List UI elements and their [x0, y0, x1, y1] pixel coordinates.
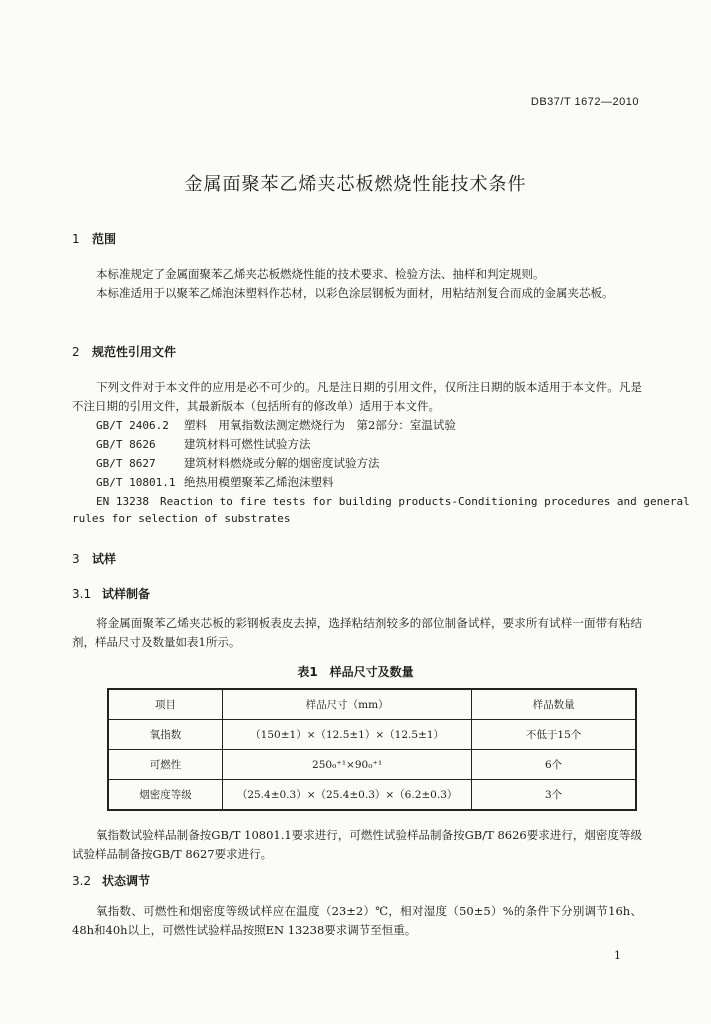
reference-title: 塑料 用氧指数法测定燃烧行为 第2部分：室温试验	[184, 418, 456, 432]
sample-prep-paragraph: 将金属面聚苯乙烯夹芯板的彩钢板表皮去掉，选择粘结剂较多的部位制备试样，要求所有试样一面带有粘结剂，样品尺寸及数量如表1所示。	[72, 616, 642, 649]
table-cell: 6个	[472, 750, 636, 780]
sample-table	[107, 688, 637, 811]
scope-paragraph-2: 本标准适用于以聚苯乙烯泡沫塑料作芯材，以彩色涂层钢板为面材，用粘结剂复合而成的金属夹芯板。	[96, 286, 614, 300]
subsection-number: 3.2	[72, 874, 92, 888]
section-2-heading	[72, 343, 176, 360]
page-number: 1	[614, 949, 621, 962]
section-title: 试样	[92, 552, 117, 566]
table-row	[108, 720, 636, 750]
references-intro: 下列文件对于本文件的应用是必不可少的。凡是注日期的引用文件，仅所注日期的版本适用于本文件。凡是不注日期的引用文件，其最新版本（包括所有的修改单）适用于本文件。	[72, 380, 642, 413]
reference-item	[96, 436, 311, 452]
reference-item	[96, 455, 380, 471]
reference-code: GB/T 8627	[96, 457, 156, 470]
reference-title: 建筑材料可燃性试验方法	[184, 437, 311, 451]
table-cell: （150±1）×（12.5±1）×（12.5±1）	[223, 720, 472, 750]
reference-item	[96, 417, 456, 433]
document-title: 金属面聚苯乙烯夹芯板燃烧性能技术条件	[184, 174, 527, 195]
table-cell: 氧指数	[108, 720, 223, 750]
reference-en-line-2: rules for selection of substrates	[72, 512, 291, 525]
subsection-3-2-heading	[72, 872, 150, 889]
reference-title: 建筑材料燃烧或分解的烟密度试验方法	[184, 456, 380, 470]
subsection-title: 试样制备	[102, 587, 151, 601]
table-row	[108, 780, 636, 811]
document-number: DB37/T 1672—2010	[530, 96, 639, 108]
section-title: 范围	[92, 232, 117, 246]
section-title: 规范性引用文件	[92, 345, 177, 359]
table-cell: 250₀⁺¹×90₀⁺¹	[223, 750, 472, 780]
table-cell: （25.4±0.3）×（25.4±0.3）×（6.2±0.3）	[223, 780, 472, 811]
subsection-3-1-heading	[72, 585, 150, 602]
table-cell: 不低于15个	[472, 720, 636, 750]
section-number: 1	[72, 232, 80, 246]
table-cell: 可燃性	[108, 750, 223, 780]
table-header-cell: 项目	[108, 689, 223, 720]
subsection-title: 状态调节	[102, 874, 151, 888]
table-cell: 3个	[472, 780, 636, 811]
section-3-heading	[72, 550, 116, 567]
reference-code: GB/T 10801.1	[96, 476, 176, 489]
table-header-cell: 样品尺寸（mm）	[223, 689, 472, 720]
reference-en-line-1: EN 13238 Reaction to fire tests for building products-Conditioning procedures and general	[96, 495, 690, 508]
after-table-paragraph: 氧指数试验样品制备按GB/T 10801.1要求进行，可燃性试验样品制备按GB/T 8626要求进行，烟密度等级试验样品制备按GB/T 8627要求进行。	[72, 828, 642, 861]
conditioning-paragraph: 氧指数、可燃性和烟密度等级试样应在温度（23±2）℃，相对湿度（50±5）%的条件下分别调节16h、48h和40h以上，可燃性试验样品按照EN 13238要求调节至恒重。	[72, 904, 642, 937]
reference-code: GB/T 2406.2	[96, 419, 169, 432]
table-row	[108, 750, 636, 780]
section-number: 2	[72, 345, 80, 359]
table-cell: 烟密度等级	[108, 780, 223, 811]
section-1-heading	[72, 230, 116, 247]
table-header-row	[108, 689, 636, 720]
scope-paragraph-1: 本标准规定了金属面聚苯乙烯夹芯板燃烧性能的技术要求、检验方法、抽样和判定规则。	[96, 267, 545, 281]
subsection-number: 3.1	[72, 587, 92, 601]
reference-item	[96, 474, 334, 490]
section-number: 3	[72, 552, 80, 566]
table-caption: 表1 样品尺寸及数量	[297, 665, 414, 679]
reference-title: 绝热用模塑聚苯乙烯泡沫塑料	[184, 475, 334, 489]
reference-code: GB/T 8626	[96, 438, 156, 451]
table-header-cell: 样品数量	[472, 689, 636, 720]
